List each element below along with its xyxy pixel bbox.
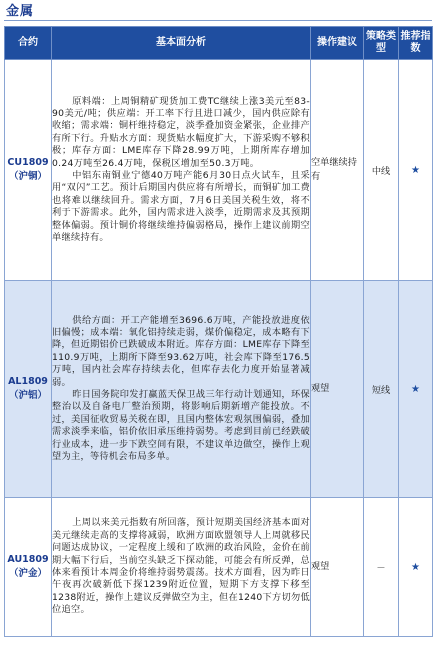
contract-code: CU1809 [7, 157, 49, 168]
header-analysis: 基本面分析 [52, 27, 311, 60]
metals-strategy-table [4, 26, 433, 637]
contract-code: AU1809 [7, 554, 49, 565]
section-title: 金属 [6, 4, 35, 19]
analysis-paragraph: 原料端：上周铜精矿现货加工费TC继续上涨3美元至83-90美元/吨；供应端：开工率下行且进口减少，国内供应除有收缩；需求端：铜杆维持稳定，淡季叠加资金紧张，企业排产有所下行。升贴水方面：现货贴水幅度扩大，下游采购不够积极；库存方面：LME库存下降28.99万吨，上期所库存增加0.24万吨至26.4万吨，保税区增加至50.3万吨。 [52, 95, 310, 169]
table-row [5, 498, 433, 637]
table-row [5, 60, 433, 281]
table-header-row [5, 27, 433, 60]
analysis-paragraph: 中铝东南铜业宁德40万吨产能6月30日点火试车，且采用“双闪”工艺。预计后期国内供应将有所增长，而铜矿加工费也将难以继续回升。需求方面，7月6日美国关税生效，将不利于下游需求。此外，国内需求进入淡季，近期需求及其预期整体偏弱。预计铜价将继续维持偏弱格局，操作上建议前期空单继续持有。 [52, 170, 310, 244]
advice-cell: 观望 [311, 498, 364, 637]
header-strategy: 策略类型 [364, 27, 399, 60]
strategy-cell: 短线 [364, 281, 399, 498]
header-contract: 合约 [5, 27, 52, 60]
advice-cell: 观望 [311, 281, 364, 498]
header-advice: 操作建议 [311, 27, 364, 60]
analysis-paragraph: 供给方面：开工产能增至3696.6万吨，产能投放进度依旧偏慢；成本端：氧化铝持续走弱，煤价偏稳定，成本略有下降，但近期铝价已跌破成本附近。库存方面：LME库存下降至110.9万吨，上期所下降至93.62万吨，社会库下降至176.5万吨，国内社会库存持续去化，但库存去化力度开始显著减弱。 [52, 314, 310, 388]
analysis-paragraph: 昨日国务院印发打赢蓝天保卫战三年行动计划通知，环保整治以及自备电厂整治预期，将影响后期新增产能投放。不过，美国征收贸易关税在即，且国内整体宏观氛围偏弱，叠加需求淡季来临，铝价依旧承压维持弱势。考虑到目前已经跌破行业成本，进一步下跌空间有限，不建议单边做空，操作上观望为主，等待机会布局多单。 [52, 389, 310, 463]
contract-cell [5, 60, 52, 281]
analysis-paragraph: 上周以来美元指数有所回落，预计短期美国经济基本面对美元继续走高的支撑将减弱，欧洲方面欧盟领导人上周就移民问题达成协议，一定程度上缓和了欧洲的政治风险，金价在前期大幅下行后，当前空头缺乏下探动能，可能会有所反弹，总体来看预计本周金价将维持弱势震荡。技术方面看，因为昨日午夜再次破新低下探1239附近位置，短期下方支撑下移至1238附近，操作上建议反弹做空为主，但在1240下方切勿低位追空。 [52, 517, 310, 616]
analysis-cell [52, 60, 311, 281]
advice-cell: 空单继续持有 [311, 60, 364, 281]
rating-star-icon: ★ [399, 498, 433, 637]
analysis-cell [52, 498, 311, 637]
table-row [5, 281, 433, 498]
contract-cell [5, 281, 52, 498]
strategy-cell: 中线 [364, 60, 399, 281]
header-index: 推荐指数 [399, 27, 433, 60]
contract-name: （沪铝） [8, 390, 47, 401]
rating-star-icon: ★ [399, 60, 433, 281]
strategy-cell: － [364, 498, 399, 637]
contract-name: （沪铜） [8, 171, 47, 182]
contract-name: （沪金） [8, 568, 47, 579]
contract-cell [5, 498, 52, 637]
contract-code: AL1809 [8, 376, 48, 387]
title-divider [4, 20, 432, 21]
analysis-cell [52, 281, 311, 498]
rating-star-icon: ★ [399, 281, 433, 498]
